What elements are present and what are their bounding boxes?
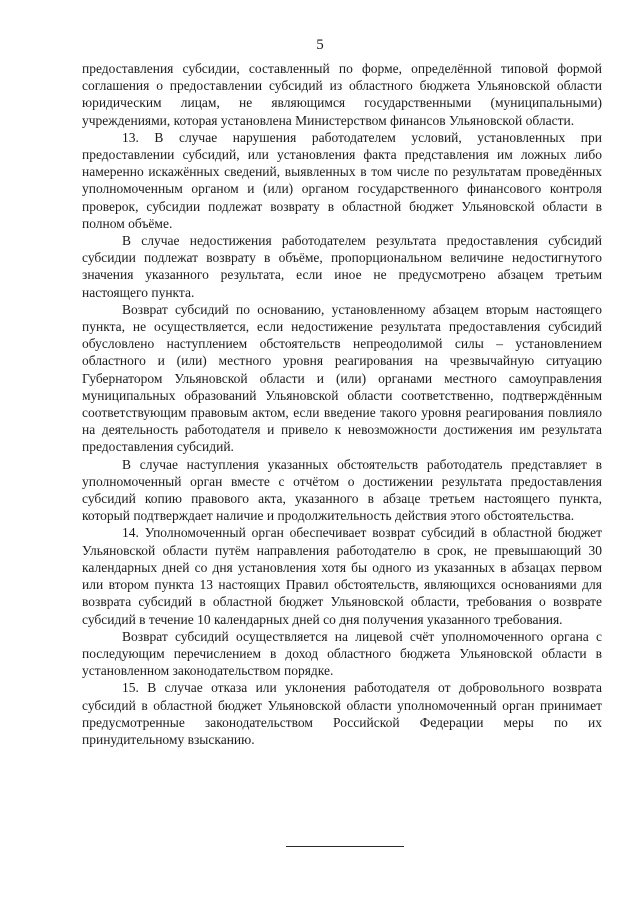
document-body	[82, 60, 602, 748]
paragraph-item-13: 13. В случае нарушения работодателем условий, установленных при предоставлении субсидий, или установления факта представления им ложных либо намеренно искажённых сведений, выявленных в том числе по результатам проведённых уполномоченным органом и (или) органом государственного финансового контроля проверок, субсидии подлежат возврату в областной бюджет Ульяновской области в полном объёме.	[82, 129, 602, 231]
paragraph-item-14: 14. Уполномоченный орган обеспечивает возврат субсидий в областной бюджет Ульяновской области путём направления работодателю в срок, не превышающий 30 календарных дней со дня установления хотя бы одного из указанных в абзацах первом или втором пункта 13 настоящих Правил обстоятельств, являющихся основаниями для возврата субсидий в областной бюджет Ульяновской области, требования о возврате субсидий в течение 10 календарных дней со дня получения указанного требования.	[82, 525, 602, 627]
paragraph-underachievement: В случае недостижения работодателем результата предоставления субсидий субсидии подлежат возврату в объёме, пропорциональном величине недостигнутого значения указанного результата, если иное не предусмотрено абзацем третьим настоящего пункта.	[82, 233, 602, 300]
paragraph-item-15: 15. В случае отказа или уклонения работодателя от добровольного возврата субсидий в областной бюджет Ульяновской области уполномоченный орган принимает предусмотренные законодательством Российской Федерации меры по их принудительному взысканию.	[82, 680, 602, 747]
page-number: 5	[316, 37, 324, 53]
paragraph-refund-account: Возврат субсидий осуществляется на лицевой счёт уполномоченного органа с последующим перечислением в доход областного бюджета Ульяновской области в установленном законодательством порядке.	[82, 628, 602, 679]
closing-divider-line	[286, 846, 404, 847]
paragraph-force-majeure-report: В случае наступления указанных обстоятельств работодатель представляет в уполномоченный орган вместе с отчётом о достижении результата предоставления субсидий копию правового акта, указанного в абзаце третьем настоящего пункта, который подтверждает наличие и продолжительность действия этого обстоятельства.	[82, 456, 602, 524]
paragraph-continuation: предоставления субсидии, составленный по форме, определённой типовой формой соглашения о предоставлении субсидий из областного бюджета Ульяновской области юридическим лицам, не являющимся государственными (муниципальными) учреждениями, которая установлена Министерством финансов Ульяновской области.	[82, 61, 602, 128]
paragraph-force-majeure: Возврат субсидий по основанию, установленному абзацем вторым настоящего пункта, не осуществляется, если недостижение результата предоставления субсидий обусловлено наступлением обстоятельств непреодолимой силы – установлением областного и (или) местного уровня реагирования на чрезвычайную ситуацию Губернатором Ульяновской области и (или) органами местного самоуправления муниципальных образований Ульяновской области соответственно, подтверждённым соответствующим правовым актом, если введение такого уровня реагирования повлияло на деятельность работодателя и привело к невозможности достижения им результата предоставления субсидий.	[82, 301, 602, 455]
